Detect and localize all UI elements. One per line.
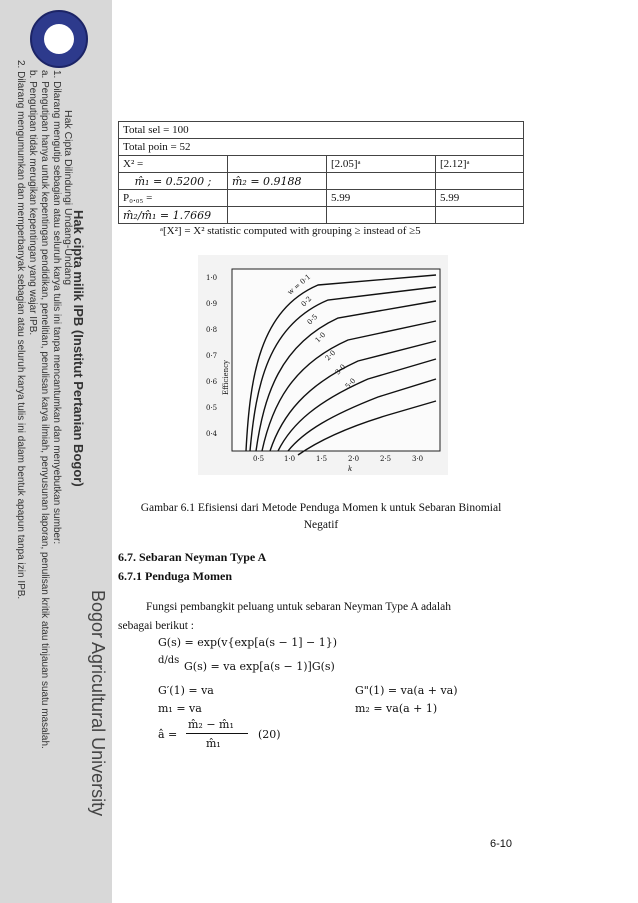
figure-caption [118,500,524,534]
rule-2: 2. Dilarang mengumumkan dan memperbanyak sebagian atau seluruh karya tulis ini dalam bentuk apapun tanpa izin IPB. [15,60,26,600]
equation-a-hat-lhs: â = [158,728,178,741]
equation-pgf: G(s) = exp(v{exp[a(s − 1] − 1}) [158,636,338,649]
m1-value: m̂₁ = 0.5200 ; [119,173,228,190]
ratio-value: m̂₂/m̂₁ = 1.7669 [119,207,228,224]
y-axis-label: Efficiency [222,359,230,395]
p-value-b: 5.99 [436,190,524,207]
university-name: Bogor Agricultural University [88,590,108,817]
p-value-a: 5.99 [327,190,436,207]
x-tick: 1·5 [316,455,328,463]
curve-label: 5·0 [343,376,358,391]
y-tick: 0·7 [206,352,218,360]
equation-m2: m₂ = va(a + 1) [355,702,438,715]
equation-a-hat-numerator: m̂₂ − m̂₁ [188,718,234,731]
y-tick: 0·9 [206,300,218,308]
curve-label: 1·0 [313,330,328,345]
x-tick: 2·0 [348,455,360,463]
x-tick: 3·0 [412,455,424,463]
table-row [119,122,524,139]
y-tick: 0·5 [206,404,218,412]
protection-title: Hak Cipta Dilindungi Undang-Undang [62,110,74,286]
total-poin: Total poin = 52 [119,139,524,156]
efficiency-figure [198,255,448,475]
section-heading: 6.7. Sebaran Neyman Type A [118,550,267,564]
curve-label: 3·0 [333,362,348,377]
x-tick: 0·5 [253,455,265,463]
equation-number: (20) [258,728,281,741]
y-tick: 0·6 [206,378,218,386]
y-tick: 0·4 [206,430,218,438]
y-tick: 1·0 [206,274,218,282]
equation-second-factorial: G"(1) = va(a + va) [355,684,458,697]
table-row [119,156,524,173]
p-label: P₀.₀₅ = [119,190,228,207]
rule-1b: b. Pengutipan tidak merugikan kepentingan yang wajar IPB. [27,70,38,336]
equation-derivative: G(s) = va exp[a(s − 1)]G(s) [184,660,335,673]
paragraph-line-2: sebagai berikut : [118,620,195,632]
summary-table [118,121,524,224]
x2-label: X² = [119,156,228,173]
x-tick: 2·5 [380,455,392,463]
equation-first-moment: G′(1) = va [158,684,214,697]
subsection-heading: 6.7.1 Penduga Momen [118,569,232,583]
table-row [119,207,524,224]
y-tick: 0·8 [206,326,218,334]
curve-label: w = 0·1 [286,272,313,297]
paragraph-line-1: Fungsi pembangkit peluang untuk sebaran Neyman Type A adalah [146,601,451,613]
fraction-bar [186,733,248,734]
copyright-line: Hak cipta milik IPB (Institut Pertanian Bogor) [71,210,86,487]
x-tick: 1·0 [284,455,296,463]
x-axis-label: k [348,465,353,473]
caption-line-2: Negatif [303,519,339,531]
equation-derivative-op: d/ds [158,655,180,666]
x2-value-b: [2.12]ᵃ [436,156,524,173]
rule-1a: a. Pengutipan hanya untuk kepentingan pendidikan, penelitian, penulisan karya ilmiah, penyusunan laporan, penulisan kritik atau tinjauan suatu masalah. [39,70,50,749]
caption-line-1: Gambar 6.1 Efisiensi dari Metode Penduga Momen k untuk Sebaran Binomial [140,502,502,514]
m2-value: m̂₂ = 0.9188 [228,173,327,190]
table-row [119,173,524,190]
table-row [119,139,524,156]
ipb-logo [30,10,88,68]
page-number: 6-10 [490,838,513,850]
curve-label: 2·0 [323,348,338,363]
table-footnote: ᵃ[X²] = X² statistic computed with grouping ≥ instead of ≥5 [160,225,421,237]
table-row [119,190,524,207]
equation-m1: m₁ = va [158,702,202,715]
x2-value-a: [2.05]ᵃ [327,156,436,173]
total-sel: Total sel = 100 [119,122,524,139]
copyright-sidebar [0,0,112,903]
rule-1: 1. Dilarang mengutip sebagian atau seluruh karya tulis ini tanpa mencantumkan dan menyebutkan sumber: [51,70,62,545]
equation-a-hat-denominator: m̂₁ [206,737,221,750]
curve-label: 0·5 [305,312,320,327]
curve-label: 0·2 [299,294,314,309]
